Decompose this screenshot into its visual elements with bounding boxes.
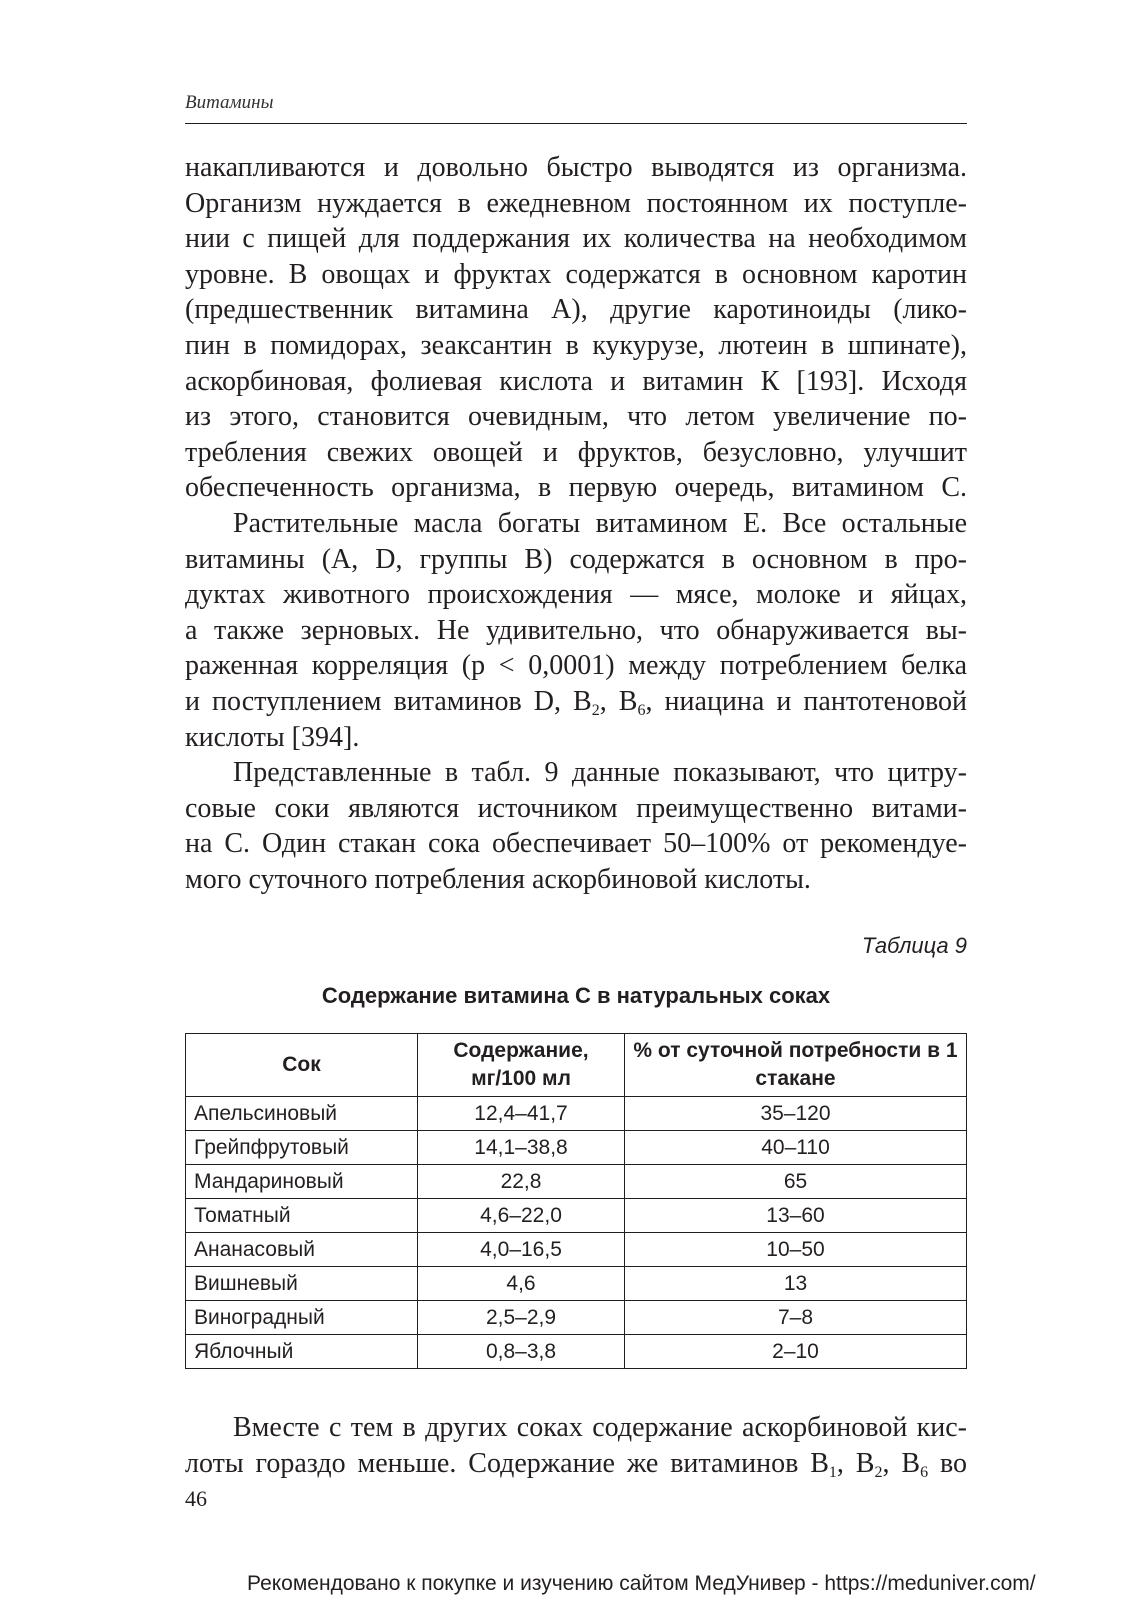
text-fragment: , B bbox=[836, 1447, 875, 1479]
text-fragment: , B bbox=[599, 685, 638, 717]
text-line: мого суточного потребления аскорбиновой кислоты. bbox=[185, 863, 811, 895]
text-line: накапливаются и довольно быстро выводятся из организма. bbox=[185, 152, 967, 183]
table-row bbox=[186, 1267, 967, 1301]
text-line: пин в помидорах, зеаксантин в кукурузе, лютеин в шпинате), bbox=[185, 329, 967, 361]
content-value: 4,6 bbox=[418, 1267, 625, 1301]
text-line: Растительные масла богаты витамином Е. Все остальные bbox=[233, 507, 967, 539]
text-fragment: во bbox=[928, 1447, 968, 1479]
column-header: % от суточной потребности в 1 стакане bbox=[625, 1034, 967, 1097]
juice-name: Томатный bbox=[186, 1199, 418, 1233]
column-header: Сок bbox=[186, 1034, 418, 1097]
paragraph-4 bbox=[185, 1410, 967, 1481]
content-value: 2,5–2,9 bbox=[418, 1301, 625, 1335]
paragraph-1 bbox=[185, 150, 967, 506]
text-line: нии с пищей для поддержания их количества на необходимом bbox=[185, 223, 967, 255]
text-line: а также зерновых. Не удивительно, что обнаруживается вы- bbox=[185, 614, 967, 646]
text-line: дуктах животного происхождения — мясе, молоке и яйцах, bbox=[185, 579, 967, 611]
text-line: из этого, становится очевидным, что летом увеличение по- bbox=[185, 401, 967, 433]
text-line: требления свежих овощей и фруктов, безусловно, улучшит bbox=[185, 436, 967, 468]
table-row bbox=[186, 1131, 967, 1165]
content-value: 4,0–16,5 bbox=[418, 1233, 625, 1267]
table-row bbox=[186, 1233, 967, 1267]
table-row bbox=[186, 1165, 967, 1199]
table-title: Содержание витамина С в натуральных соках bbox=[321, 983, 831, 1008]
text-line: (предшественник витамина А), другие каротиноиды (лико- bbox=[185, 294, 967, 326]
paragraph-3 bbox=[185, 755, 967, 897]
juice-name: Вишневый bbox=[186, 1267, 418, 1301]
juice-name: Апельсиновый bbox=[186, 1097, 418, 1131]
text-fragment: лоты гораздо меньше. Содержание же витаминов B bbox=[185, 1447, 829, 1479]
text-line: аскорбиновая, фолиевая кислота и витамин К [193]. Исходя bbox=[185, 365, 967, 397]
daily-percent: 35–120 bbox=[625, 1097, 967, 1131]
daily-percent: 13 bbox=[625, 1267, 967, 1301]
text-line: витамины (A, D, группы B) содержатся в основном в про- bbox=[185, 543, 967, 575]
daily-percent: 2–10 bbox=[625, 1335, 967, 1369]
text-line: уровне. В овощах и фруктах содержатся в основном каротин bbox=[185, 258, 967, 290]
column-header: Содержание, мг/100 мл bbox=[418, 1034, 625, 1097]
text-line: совые соки являются источником преимущественно витами- bbox=[185, 792, 967, 824]
header-divider bbox=[185, 123, 967, 124]
content-value: 14,1–38,8 bbox=[418, 1131, 625, 1165]
table-header-row bbox=[186, 1034, 967, 1097]
text-line: Вместе с тем в других соках содержание аскорбиновой кис- bbox=[233, 1412, 967, 1443]
text-line: на С. Один стакан сока обеспечивает 50–100% от рекомендуе- bbox=[185, 828, 967, 860]
subscript: 6 bbox=[637, 701, 646, 719]
text-line: раженная корреляция (p < 0,0001) между потреблением белка bbox=[185, 650, 967, 682]
subscript: 6 bbox=[920, 1463, 929, 1481]
daily-percent: 13–60 bbox=[625, 1199, 967, 1233]
text-line: обеспеченность организма, в первую очередь, витамином С. bbox=[185, 472, 967, 504]
subscript: 1 bbox=[828, 1463, 837, 1481]
footer-watermark: Рекомендовано к покупке и изучению сайтом МедУнивер - https://meduniver.com/ bbox=[247, 1572, 1036, 1595]
table-row bbox=[186, 1301, 967, 1335]
daily-percent: 10–50 bbox=[625, 1233, 967, 1267]
content-value: 12,4–41,7 bbox=[418, 1097, 625, 1131]
text-line: Представленные в табл. 9 данные показывают, что цитру- bbox=[233, 757, 967, 789]
table-row bbox=[186, 1199, 967, 1233]
content-value: 0,8–3,8 bbox=[418, 1335, 625, 1369]
table-row bbox=[186, 1335, 967, 1369]
vitamin-c-table bbox=[185, 1033, 967, 1369]
text-line bbox=[185, 1446, 967, 1482]
text-line: кислоты [394]. bbox=[185, 721, 360, 753]
daily-percent: 7–8 bbox=[625, 1301, 967, 1335]
content-value: 22,8 bbox=[418, 1165, 625, 1199]
page-number: 46 bbox=[185, 1486, 207, 1511]
text-fragment: , B bbox=[882, 1447, 921, 1479]
daily-percent: 40–110 bbox=[625, 1131, 967, 1165]
paragraph-2 bbox=[185, 506, 967, 755]
subscript: 2 bbox=[874, 1463, 883, 1481]
body-text bbox=[185, 150, 967, 897]
subscript: 2 bbox=[591, 701, 600, 719]
juice-name: Виноградный bbox=[186, 1301, 418, 1335]
table-row bbox=[186, 1097, 967, 1131]
text-line: Организм нуждается в ежедневном постоянном их поступле- bbox=[185, 187, 967, 219]
daily-percent: 65 bbox=[625, 1165, 967, 1199]
juice-name: Яблочный bbox=[186, 1335, 418, 1369]
text-fragment: и поступлением витаминов D, B bbox=[185, 685, 592, 717]
table-caption: Таблица 9 bbox=[861, 933, 967, 958]
text-line bbox=[185, 684, 967, 720]
juice-name: Мандариновый bbox=[186, 1165, 418, 1199]
text-fragment: , ниацина и пантотеновой bbox=[645, 685, 967, 717]
content-value: 4,6–22,0 bbox=[418, 1199, 625, 1233]
running-header: Витамины bbox=[185, 92, 274, 113]
juice-name: Ананасовый bbox=[186, 1233, 418, 1267]
juice-name: Грейпфрутовый bbox=[186, 1131, 418, 1165]
